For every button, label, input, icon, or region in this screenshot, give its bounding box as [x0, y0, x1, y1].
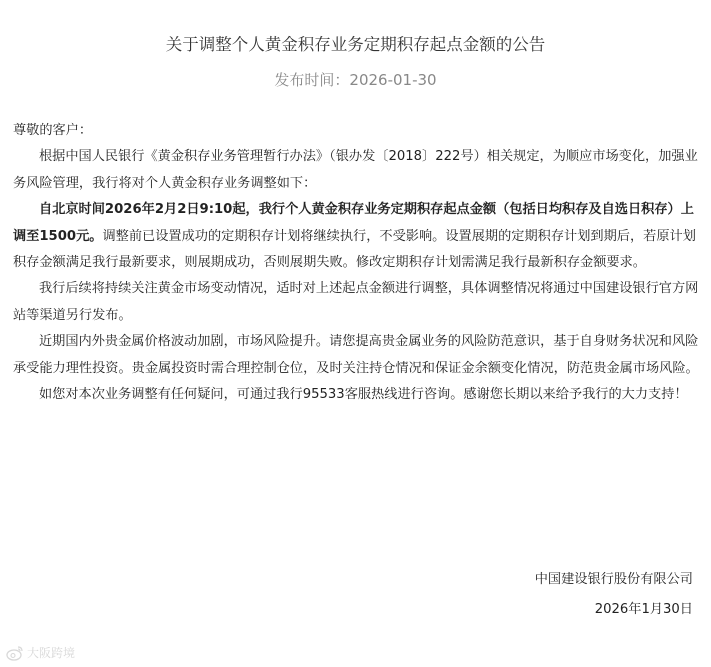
paragraph-3: 我行后续将持续关注黄金市场变动情况，适时对上述起点金额进行调整，具体调整情况将通过中国建设银行官方网站等渠道另行发布。 — [13, 281, 699, 323]
paragraph-2-rest: 调整前已设置成功的定期积存计划将继续执行，不受影响。设置展期的定期积存计划到期后，若原计划积存金额满足我行最新要求，则展期成功，否则展期失败。修改定期积存计划需满足我行最新积存金额要求。 — [13, 228, 696, 271]
notice-title: 关于调整个人黄金积存业务定期积存起点金额的公告 — [165, 35, 546, 54]
salutation: 尊敬的客户： — [13, 123, 93, 138]
paragraph-1: 根据中国人民银行《黄金积存业务管理暂行办法》（银办发〔2018〕222号）相关规定，为顺应市场变化，加强业务风险管理，我行将对个人黄金积存业务调整如下： — [13, 149, 698, 191]
notice-body — [13, 118, 699, 408]
signature-date: 2026年1月30日 — [594, 602, 693, 617]
paragraph-2 — [13, 197, 699, 276]
watermark — [6, 644, 75, 661]
watermark-text: 大阪跨境 — [27, 646, 76, 660]
weibo-icon — [6, 645, 24, 661]
signature-company: 中国建设银行股份有限公司 — [534, 572, 693, 587]
paragraph-5: 如您对本次业务调整有任何疑问，可通过我行95533客服热线进行咨询。感谢您长期以来给予我行的大力支持！ — [39, 387, 688, 403]
paragraph-4: 近期国内外贵金属价格波动加剧，市场风险提升。请您提高贵金属业务的风险防范意识，基于自身财务状况和风险承受能力理性投资。贵金属投资时需合理控制仓位，及时关注持仓情况和保证金余额变化情况，防范贵金属市场风险。 — [13, 334, 699, 376]
publish-date: 发布时间：2026-01-30 — [274, 71, 437, 89]
paragraph-2-bold: 自北京时间2026年2月2日9:10起，我行个人黄金积存业务定期积存起点金额（包括日均积存及自选日积存）上调至1500元。 — [13, 202, 694, 244]
